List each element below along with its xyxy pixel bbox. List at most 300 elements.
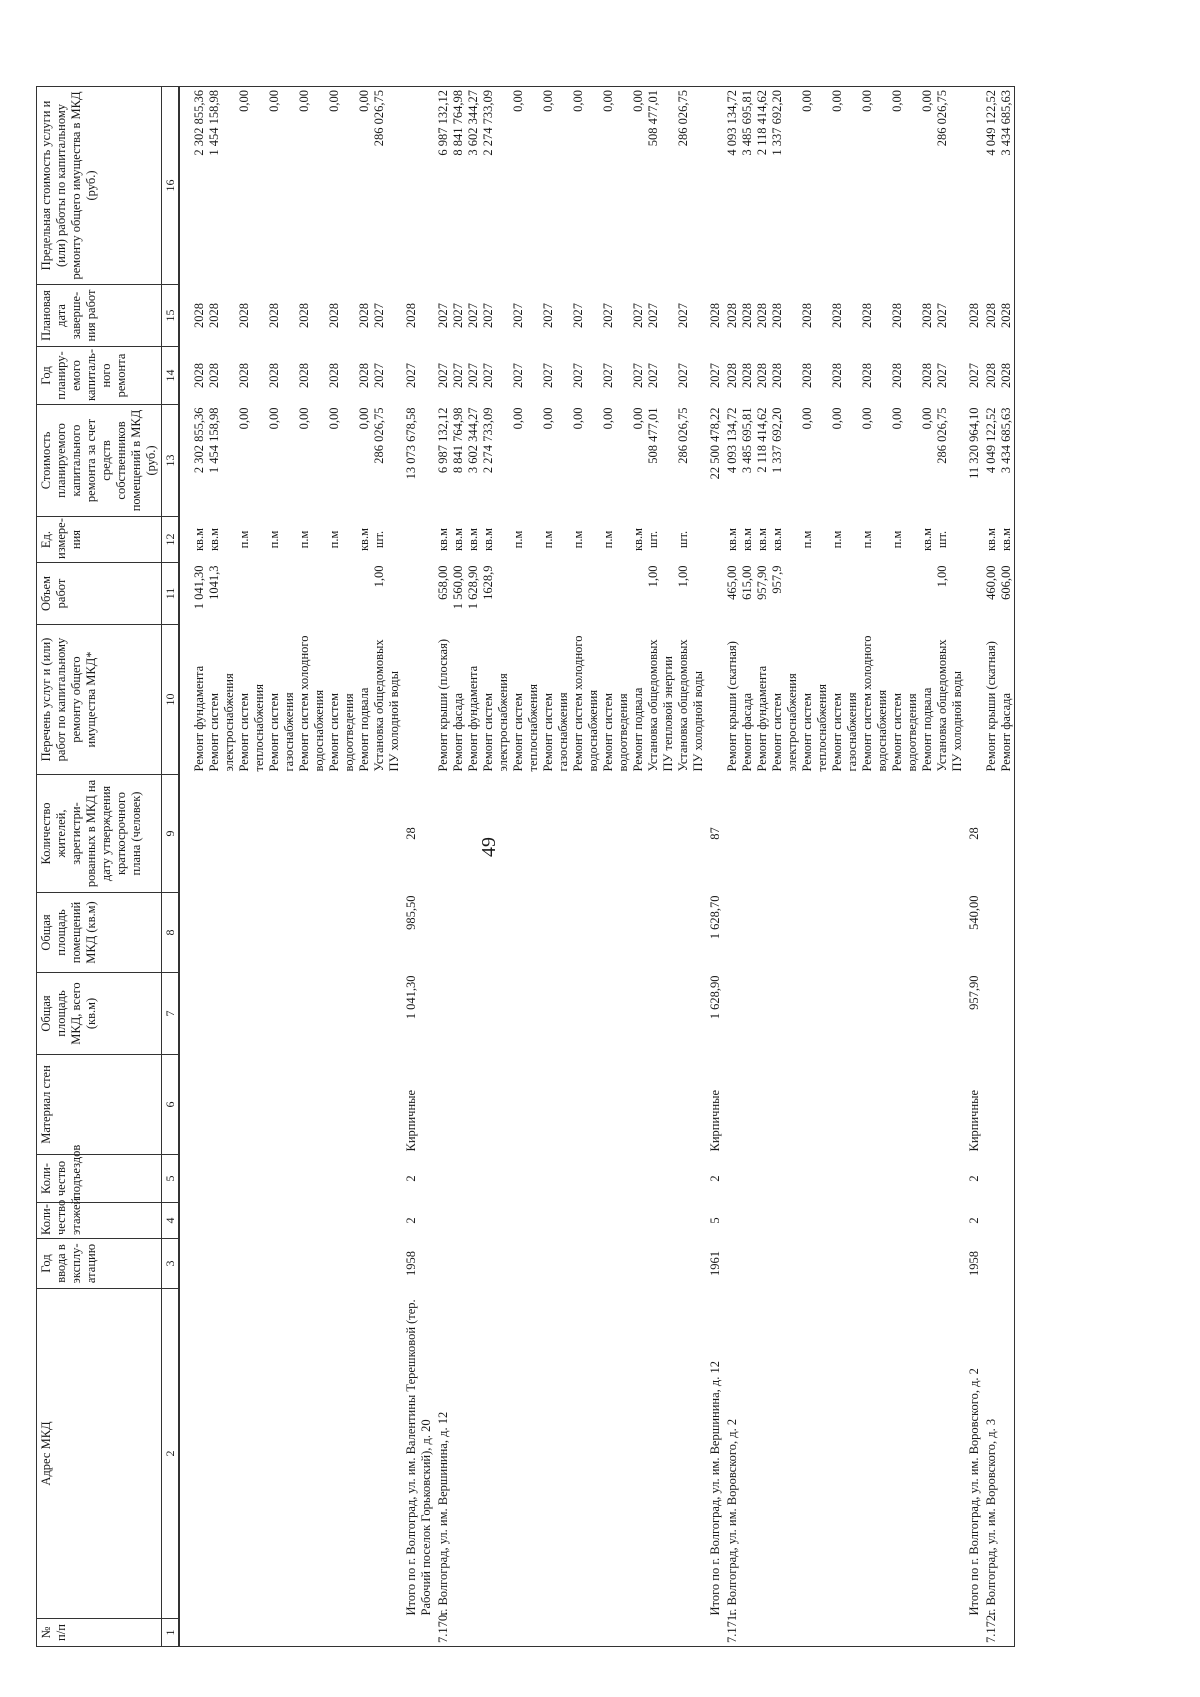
table-cell — [179, 1203, 207, 1239]
table-cell — [920, 1055, 935, 1155]
table-cell: 2027 — [481, 303, 496, 328]
table-cell: 2027 — [571, 303, 586, 328]
table-cell: 0,00 — [297, 90, 312, 112]
table-cell — [601, 1289, 631, 1619]
table-cell — [207, 1203, 237, 1239]
table-cell — [830, 1289, 860, 1619]
table-cell: 0,00 — [297, 407, 312, 430]
table-cell: 2028 — [860, 363, 875, 388]
table-cell — [372, 1203, 402, 1239]
table-cell — [466, 1289, 481, 1619]
table-cell — [725, 1203, 740, 1239]
table-cell — [755, 775, 770, 893]
table-cell — [725, 775, 740, 893]
table-cell — [541, 775, 571, 893]
table-cell: 1 454 158,98 — [207, 90, 222, 156]
table-cell — [511, 1619, 541, 1647]
table-row — [984, 87, 999, 1647]
table-cell — [179, 973, 207, 1055]
table-cell — [357, 1155, 372, 1203]
table-cell: 1 454 158,98 — [207, 407, 222, 474]
column-header: Предельная стоимость услуги и (или) работы по капитальному ремонту общего имущества в МКД (руб.) — [37, 87, 162, 285]
table-row — [830, 87, 860, 1647]
table-row — [481, 87, 511, 1647]
table-cell — [920, 1155, 935, 1203]
table-cell — [631, 563, 646, 625]
table-cell — [237, 973, 267, 1055]
table-cell — [646, 1619, 676, 1647]
table-cell — [179, 1619, 207, 1647]
table-cell: кв.м — [725, 528, 740, 552]
table-cell: 985,50 — [404, 895, 419, 930]
table-cell — [267, 1203, 297, 1239]
table-cell — [451, 1055, 466, 1155]
table-cell — [676, 1239, 706, 1289]
table-cell — [770, 1619, 800, 1647]
table-cell: 2028 — [984, 363, 999, 388]
table-cell — [436, 893, 451, 973]
table-row — [725, 87, 740, 1647]
table-cell — [207, 973, 237, 1055]
table-cell: 2 118 414,62 — [755, 90, 770, 156]
table-cell: 508 477,01 — [646, 90, 661, 147]
table-cell — [890, 1203, 920, 1239]
table-cell: 2028 — [890, 363, 905, 388]
table-cell: 2 — [708, 1175, 723, 1182]
table-cell: 2027 — [466, 363, 481, 388]
table-cell — [646, 1055, 676, 1155]
table-cell — [800, 1055, 830, 1155]
table-cell: 286 026,75 — [676, 90, 691, 147]
table-cell — [372, 1289, 402, 1619]
table-cell: п.м — [830, 530, 845, 549]
table-cell: кв.м — [631, 528, 646, 552]
table-cell: 87 — [708, 827, 723, 840]
table-cell — [800, 893, 830, 973]
table-cell: 2028 — [755, 363, 770, 388]
table-cell: 286 026,75 — [935, 407, 950, 464]
table-cell — [999, 1619, 1015, 1647]
table-cell — [267, 973, 297, 1055]
table-cell: Ремонт систем теплоснабжения — [237, 684, 267, 772]
table-cell: 0,00 — [631, 407, 646, 430]
table-cell: 2028 — [770, 363, 785, 388]
table-cell — [830, 1619, 860, 1647]
table-cell: 1,00 — [372, 565, 387, 588]
table-cell: 0,00 — [571, 90, 586, 112]
table-cell: 0,00 — [890, 407, 905, 430]
table-cell — [466, 1203, 481, 1239]
table-cell: Кирпичные — [708, 1089, 723, 1152]
table-cell: кв.м — [436, 528, 451, 552]
table-row — [511, 87, 541, 1647]
table-cell — [920, 1239, 935, 1289]
table-cell: 6 987 132,12 — [436, 407, 451, 474]
column-number: 3 — [162, 1239, 180, 1289]
table-row — [601, 87, 631, 1647]
table-cell — [725, 1155, 740, 1203]
table-cell — [965, 1619, 984, 1647]
table-cell: 4 049 122,52 — [984, 407, 999, 474]
table-cell: п.м — [267, 530, 282, 549]
table-cell — [646, 1203, 676, 1239]
table-cell: 957,90 — [755, 565, 770, 600]
table-row — [571, 87, 601, 1647]
table-body — [179, 87, 1015, 1647]
table-cell — [646, 1155, 676, 1203]
table-cell — [466, 775, 481, 893]
table-cell — [890, 775, 920, 893]
table-cell — [297, 1619, 327, 1647]
table-cell — [755, 973, 770, 1055]
column-header: Общая площадь помещений МКД (кв.м) — [37, 893, 162, 973]
table-cell — [372, 893, 402, 973]
table-cell — [920, 563, 935, 625]
table-cell: 0,00 — [860, 407, 875, 430]
table-cell — [984, 973, 999, 1055]
table-cell: кв.м — [451, 528, 466, 552]
table-cell: 28 — [404, 827, 419, 840]
table-cell: кв.м — [740, 528, 755, 552]
table-cell: 2028 — [404, 303, 419, 328]
table-cell — [451, 973, 466, 1055]
table-cell — [920, 1619, 935, 1647]
table-cell — [466, 1055, 481, 1155]
table-cell — [984, 1155, 999, 1203]
table-cell — [372, 1239, 402, 1289]
table-cell — [571, 1155, 601, 1203]
table-cell: кв.м — [770, 528, 785, 552]
table-cell — [436, 973, 451, 1055]
table-cell: Ремонт систем холодного водоснабжения — [571, 635, 601, 772]
table-cell: кв.м — [481, 528, 496, 552]
column-number: 1 — [162, 1619, 180, 1647]
table-cell: 1 628,90 — [466, 565, 481, 610]
table-cell — [481, 1203, 511, 1239]
table-cell — [357, 1203, 372, 1239]
table-cell — [481, 1619, 511, 1647]
table-cell: 3 485 695,81 — [740, 90, 755, 156]
table-cell — [327, 1619, 357, 1647]
table-cell: Установка общедомовых ПУ холодной воды — [676, 639, 706, 772]
table-cell — [740, 1289, 755, 1619]
table-cell — [706, 625, 725, 775]
table-cell: 0,00 — [601, 90, 616, 112]
table-cell — [237, 1289, 267, 1619]
table-cell: 2028 — [740, 303, 755, 328]
table-cell — [740, 1239, 755, 1289]
table-cell — [860, 775, 890, 893]
table-cell — [541, 1289, 571, 1619]
column-header: Плановая дата заверше-ния работ — [37, 285, 162, 347]
column-number: 4 — [162, 1203, 180, 1239]
table-cell: Ремонт фасада — [999, 692, 1014, 772]
table-row — [327, 87, 357, 1647]
table-cell — [451, 1155, 466, 1203]
table-cell — [237, 893, 267, 973]
table-cell: 7.170. — [436, 1611, 451, 1643]
header-row — [37, 87, 162, 1647]
table-cell — [402, 87, 436, 285]
table-cell — [237, 1239, 267, 1289]
table-cell: 0,00 — [571, 407, 586, 430]
table-cell: 1 041,30 — [192, 565, 207, 610]
table-cell — [890, 1239, 920, 1289]
table-cell: 1 560,00 — [451, 565, 466, 610]
table-cell — [800, 563, 830, 625]
table-cell — [860, 1055, 890, 1155]
table-cell: 508 477,01 — [646, 407, 661, 464]
table-cell: Ремонт систем теплоснабжения — [800, 684, 830, 772]
table-cell: 22 500 478,22 — [708, 407, 723, 480]
table-cell: 2 274 733,09 — [481, 407, 496, 474]
table-cell — [706, 87, 725, 285]
table-cell: 2028 — [984, 303, 999, 328]
table-cell — [631, 775, 646, 893]
table-cell: 8 841 764,98 — [451, 407, 466, 474]
table-cell — [402, 1619, 436, 1647]
table-cell — [755, 1155, 770, 1203]
table-cell — [481, 973, 511, 1055]
table-cell — [466, 893, 481, 973]
table-row — [179, 87, 207, 1647]
table-cell — [800, 973, 830, 1055]
table-cell — [860, 973, 890, 1055]
table-cell: 2028 — [740, 363, 755, 388]
table-cell — [999, 893, 1015, 973]
table-cell: 0,00 — [237, 407, 252, 430]
table-cell: 2027 — [646, 363, 661, 388]
table-cell — [327, 893, 357, 973]
column-header: Стоимость планируемого капитального ремонта за счет средств собственников помещений в МКД (руб.) — [37, 405, 162, 517]
table-cell — [372, 1619, 402, 1647]
column-header: Коли-чество этажей — [37, 1203, 162, 1239]
table-cell — [207, 1239, 237, 1289]
table-cell: 2 302 855,36 — [192, 90, 207, 156]
table-cell — [676, 775, 706, 893]
table-cell — [511, 775, 541, 893]
table-cell: 286 026,75 — [372, 90, 387, 147]
table-cell: 2028 — [207, 363, 222, 388]
table-cell: 0,00 — [601, 407, 616, 430]
subtotal-row — [402, 87, 436, 1647]
table-cell: п.м — [571, 530, 586, 549]
column-number: 11 — [162, 563, 180, 625]
column-number: 7 — [162, 973, 180, 1055]
table-cell — [676, 1203, 706, 1239]
table-cell — [511, 1155, 541, 1203]
table-cell — [770, 1289, 800, 1619]
column-header: Коли-чество подъездов — [37, 1155, 162, 1203]
table-cell — [935, 775, 965, 893]
table-cell — [267, 563, 297, 625]
table-cell — [725, 893, 740, 973]
table-row — [890, 87, 920, 1647]
table-cell: 2027 — [436, 363, 451, 388]
table-cell: Кирпичные — [967, 1089, 982, 1152]
table-cell — [481, 775, 511, 893]
table-cell — [631, 1619, 646, 1647]
column-header: Объем работ — [37, 563, 162, 625]
table-cell — [890, 1155, 920, 1203]
table-cell: 1958 — [967, 1251, 982, 1276]
table-cell: Кирпичные — [404, 1089, 419, 1152]
table-cell — [451, 1289, 466, 1619]
table-cell: 3 602 344,27 — [466, 90, 481, 156]
table-row — [740, 87, 755, 1647]
table-cell: 2027 — [676, 363, 691, 388]
table-cell — [740, 893, 755, 973]
table-cell: кв.м — [466, 528, 481, 552]
table-row — [770, 87, 800, 1647]
table-cell — [267, 1239, 297, 1289]
table-cell: 0,00 — [237, 90, 252, 112]
table-cell — [646, 1289, 676, 1619]
table-cell — [541, 973, 571, 1055]
table-cell — [860, 1619, 890, 1647]
table-cell — [984, 893, 999, 973]
table-cell — [676, 1289, 706, 1619]
table-row — [631, 87, 646, 1647]
table-cell — [466, 1619, 481, 1647]
table-cell: 2028 — [192, 363, 207, 388]
table-cell: п.м — [860, 530, 875, 549]
column-header: Адрес МКД — [37, 1289, 162, 1619]
table-cell: 2028 — [327, 363, 342, 388]
table-cell — [372, 775, 402, 893]
table-cell — [357, 893, 372, 973]
table-cell — [646, 1239, 676, 1289]
table-cell — [935, 1289, 965, 1619]
table-cell: 0,00 — [800, 90, 815, 112]
table-cell — [920, 1203, 935, 1239]
table-cell: 2028 — [967, 303, 982, 328]
table-cell — [571, 973, 601, 1055]
column-header: Количество жителей, зарегистри-рованных в МКД на дату утверждения краткосрочного плана (человек) — [37, 775, 162, 893]
table-cell: 2028 — [920, 363, 935, 388]
table-cell — [541, 563, 571, 625]
table-cell — [676, 1155, 706, 1203]
table-cell: 0,00 — [357, 407, 372, 430]
table-cell — [297, 1155, 327, 1203]
table-cell: 2028 — [830, 363, 845, 388]
table-cell — [755, 1619, 770, 1647]
table-cell — [207, 775, 237, 893]
table-cell: 2028 — [237, 363, 252, 388]
table-cell: Ремонт подвала — [920, 687, 935, 772]
table-cell — [800, 1239, 830, 1289]
table-row — [676, 87, 706, 1647]
table-cell: Ремонт систем газоснабжения — [267, 692, 297, 772]
table-cell — [984, 1055, 999, 1155]
table-cell: Ремонт систем холодного водоснабжения — [297, 635, 327, 772]
table-cell — [297, 893, 327, 973]
table-cell: 2027 — [436, 303, 451, 328]
table-cell — [451, 893, 466, 973]
table-cell: 0,00 — [541, 90, 556, 112]
table-cell: 2027 — [601, 363, 616, 388]
table-cell: Ремонт фасада — [451, 692, 466, 772]
table-cell — [830, 1055, 860, 1155]
table-cell — [267, 1155, 297, 1203]
table-cell — [481, 1289, 511, 1619]
table-cell — [755, 1289, 770, 1619]
table-cell — [436, 775, 451, 893]
table-cell — [436, 1239, 451, 1289]
table-cell — [179, 893, 207, 973]
table-cell: 957,9 — [770, 565, 785, 594]
table-cell — [935, 1155, 965, 1203]
table-cell — [631, 973, 646, 1055]
table-cell — [935, 1239, 965, 1289]
table-cell — [179, 1239, 207, 1289]
table-cell — [297, 1239, 327, 1289]
table-cell: Ремонт фундамента — [192, 665, 207, 772]
table-cell — [357, 775, 372, 893]
table-cell: 2028 — [708, 303, 723, 328]
table-cell — [631, 1055, 646, 1155]
table-cell: 2027 — [935, 363, 950, 388]
table-cell: 2 — [404, 1175, 419, 1182]
table-cell — [935, 1055, 965, 1155]
table-cell — [511, 893, 541, 973]
column-number: 5 — [162, 1155, 180, 1203]
table-cell: 13 073 678,58 — [404, 407, 419, 480]
table-cell: п.м — [890, 530, 905, 549]
table-cell — [830, 973, 860, 1055]
table-cell — [601, 1203, 631, 1239]
table-cell: 2 — [967, 1217, 982, 1224]
table-cell: Ремонт подвала — [357, 687, 372, 772]
table-cell: 2027 — [481, 363, 496, 388]
table-cell — [541, 1203, 571, 1239]
table-cell: 2028 — [800, 303, 815, 328]
table-cell — [327, 973, 357, 1055]
table-cell — [725, 1055, 740, 1155]
table-row — [372, 87, 402, 1647]
table-cell — [770, 1155, 800, 1203]
table-cell — [451, 1239, 466, 1289]
table-cell: кв.м — [999, 528, 1014, 552]
table-cell — [451, 1203, 466, 1239]
column-number: 6 — [162, 1055, 180, 1155]
table-cell — [357, 563, 372, 625]
table-cell — [800, 1155, 830, 1203]
table-cell — [740, 1203, 755, 1239]
table-cell — [571, 563, 601, 625]
table-cell — [451, 1619, 466, 1647]
table-cell — [327, 1289, 357, 1619]
table-cell — [601, 893, 631, 973]
table-cell: 2028 — [297, 303, 312, 328]
table-cell — [999, 1289, 1015, 1619]
table-cell: 2 118 414,62 — [755, 407, 770, 473]
table-cell — [402, 517, 436, 563]
table-cell — [725, 1239, 740, 1289]
table-cell — [327, 1155, 357, 1203]
table-cell: 2027 — [571, 363, 586, 388]
table-cell: 658,00 — [436, 565, 451, 600]
table-cell — [631, 1155, 646, 1203]
page-number: 49 — [478, 837, 500, 857]
table-cell — [327, 563, 357, 625]
table-cell — [372, 1055, 402, 1155]
table-cell — [676, 1619, 706, 1647]
table-cell — [207, 1055, 237, 1155]
table-cell: 2 — [404, 1217, 419, 1224]
table-cell — [676, 893, 706, 973]
table-cell — [770, 973, 800, 1055]
